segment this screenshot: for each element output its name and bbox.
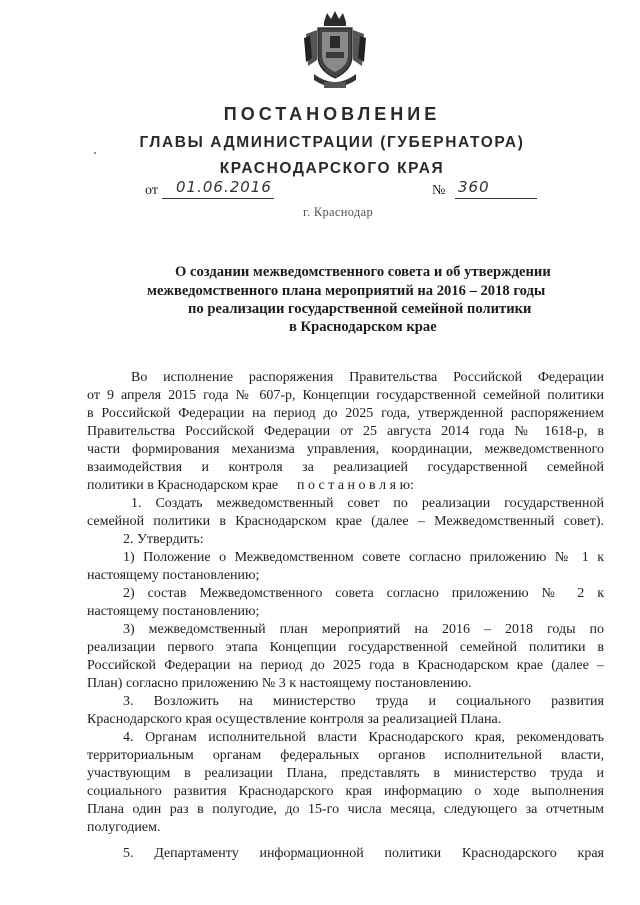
number-handwritten: 360 [458,178,490,196]
resolves-word: п о с т а н о в л я ю: [297,478,414,493]
scan-speck [94,152,96,154]
body-line: Во исполнение распоряжения Правительства Российской Федерации [131,370,604,385]
body-line: 2) состав Межведомственного совета согласно приложению № 2 к [123,586,604,601]
coat-of-arms-emblem [300,8,370,94]
subject-line: по реализации государственной семейной политики [188,301,532,317]
body-line: участвующим в реализации Плана, представлять в министерство труда и [87,766,604,781]
body-line: от 9 апреля 2015 года № 607-р, Концепции государственной семейной политики [87,388,604,403]
body-line: социального развития Краснодарского края информацию о ходе выполнения [87,784,604,799]
body-line: Российской Федерации на период до 2025 года в Краснодарском крае (далее – [87,658,604,673]
body-line: Правительства Российской Федерации от 25 августа 2014 года № 1618-р, в [87,424,604,439]
body-line: 1. Создать межведомственный совет по реализации государственной [131,496,604,511]
number-prefix: № [432,183,446,198]
issuer-line-2: КРАСНОДАРСКОГО КРАЯ [219,160,445,177]
body-line: полугодием. [87,820,161,835]
body-line: настоящему постановлению; [87,568,260,583]
body-line: семейной политики в Краснодарском крае (далее – Межведомственный совет). [87,514,604,529]
body-line: территориальным органам федеральных органов исполнительной власти, [87,748,604,763]
subject-line: межведомственного плана мероприятий на 2016 – 2018 годы [147,283,546,299]
body-line: 3) межведомственный план мероприятий на 2016 – 2018 годы по [123,622,604,637]
body-line: 4. Органам исполнительной власти Краснодарского края, рекомендовать [123,730,604,745]
city-label: г. Краснодар [303,205,373,219]
body-line: реализации первого этапа Концепции государственной семейной политики в [87,640,604,655]
date-handwritten: 01.06.2016 [176,178,272,196]
subject-line: в Краснодарском крае [289,319,437,335]
body-line: политики в Краснодарском крае [87,478,279,493]
body-line: 2. Утвердить: [123,532,204,547]
body-line: части формирования механизма управления, координации, межведомственного [87,442,604,457]
date-prefix: от [145,183,158,198]
date-underline [162,198,274,199]
body-line: 1) Положение о Межведомственном совете согласно приложению № 1 к [123,550,604,565]
body-line: Плана один раз в полугодие, до 15-го числа месяца, следующего за отчетным [87,802,604,817]
issuer-line-1: ГЛАВЫ АДМИНИСТРАЦИИ (ГУБЕРНАТОРА) [139,134,525,151]
body-line: в Российской Федерации на период до 2025 года, утвержденной распоряжением [87,406,604,421]
document-type-title: ПОСТАНОВЛЕНИЕ [223,104,441,124]
body-line: Краснодарского края осуществление контроля за реализацией Плана. [87,712,502,727]
body-line: 5. Департаменту информационной политики Краснодарского края [123,846,604,861]
subject-line: О создании межведомственного совета и об утверждении [175,264,551,280]
body-line: взаимодействия и контроля за реализацией государственной семейной [87,460,604,475]
body-line: 3. Возложить на министерство труда и социального развития [123,694,604,709]
number-underline [455,198,537,199]
body-line: настоящему постановлению; [87,604,260,619]
body-line: План) согласно приложению № 3 к настоящему постановлению. [87,676,472,691]
